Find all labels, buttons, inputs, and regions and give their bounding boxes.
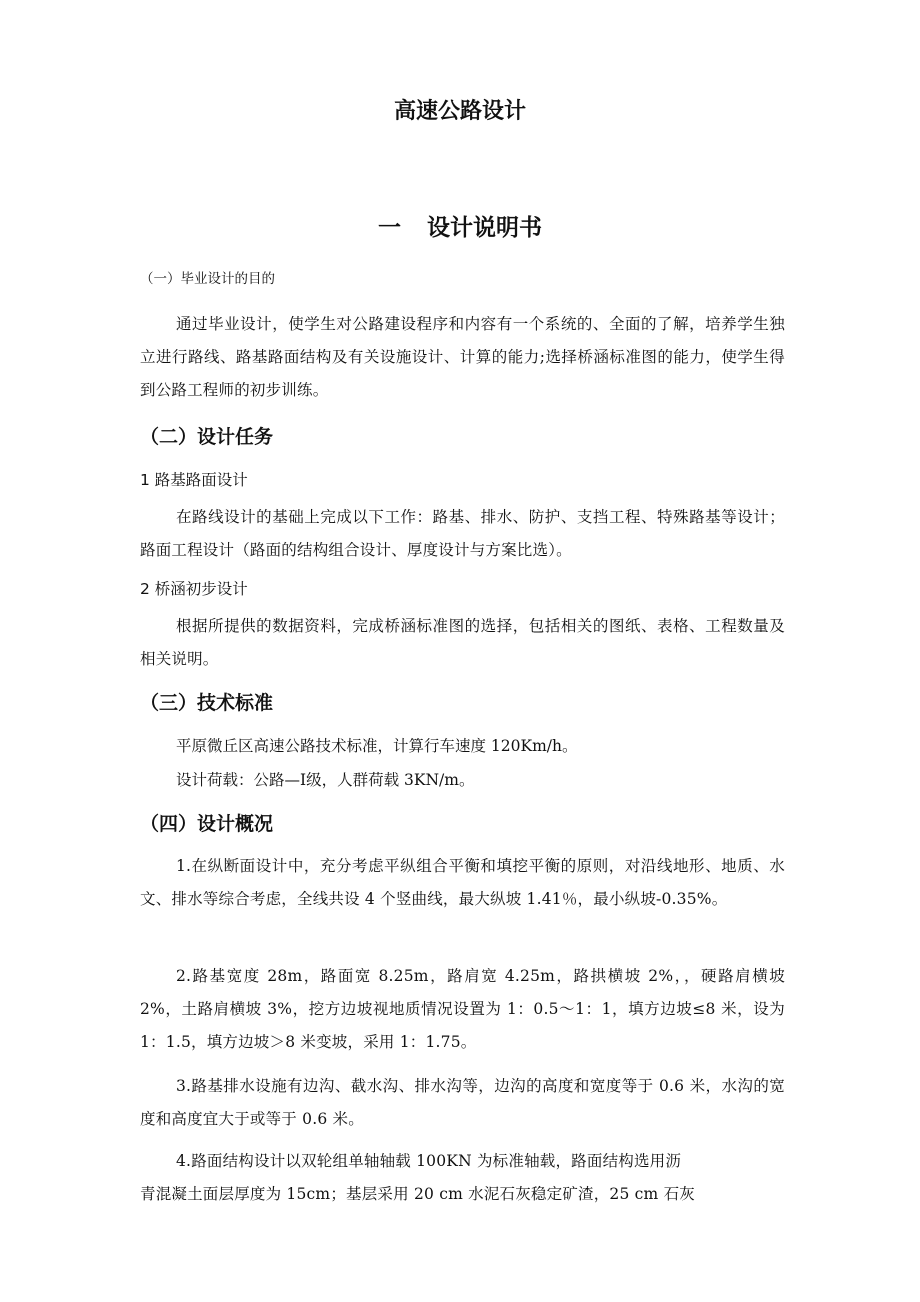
task-1-heading: 1 路基路面设计 <box>140 471 248 489</box>
task-1-paragraph: 在路线设计的基础上完成以下工作：路基、排水、防护、支挡工程、特殊路基等设计；路面工程设计（路面的结构组合设计、厚度设计与方案比选）。 <box>140 508 785 559</box>
chapter-title: 设计说明书 <box>427 215 542 241</box>
standards-load-line: 设计荷载：公路—Ⅰ级，人群荷载 3KN/m。 <box>176 771 475 789</box>
section-purpose-heading: （一）毕业设计的目的 <box>140 271 275 287</box>
chapter-heading <box>0 212 920 244</box>
standards-speed-line: 平原微丘区高速公路技术标准，计算行车速度 120Km/h。 <box>176 737 578 755</box>
section-purpose-paragraph: 通过毕业设计，使学生对公路建设程序和内容有一个系统的、全面的了解，培养学生独立进行路线、路基路面结构及有关设施设计、计算的能力;选择桥涵标准图的能力，使学生得到公路工程师的初步训练。 <box>140 315 785 399</box>
overview-paragraph-3: 3.路基排水设施有边沟、截水沟、排水沟等，边沟的高度和宽度等于 0.6 米，水沟的宽度和高度宜大于或等于 0.6 米。 <box>140 1077 785 1128</box>
overview-paragraph-2: 2.路基宽度 28m，路面宽 8.25m，路肩宽 4.25m，路拱横坡 2%，，硬路肩横坡 2%，土路肩横坡 3%，挖方边坡视地质情况设置为 1：0.5～1：1，填方边坡≤8 米，设为 1：1.5，填方边坡＞8 米变坡，采用 1：1.75。 <box>140 967 785 1051</box>
document-title: 高速公路设计 <box>393 99 526 124</box>
overview-paragraph-1: 1.在纵断面设计中，充分考虑平纵组合平衡和填挖平衡的原则，对沿线地形、地质、水文、排水等综合考虑，全线共设 4 个竖曲线，最大纵坡 1.41％，最小纵坡-0.35%。 <box>140 857 785 908</box>
section-overview-heading: （四）设计概况 <box>140 813 274 835</box>
task-2-heading: 2 桥涵初步设计 <box>140 580 248 598</box>
chapter-number: 一 <box>378 215 401 241</box>
section-tasks-heading: （二）设计任务 <box>140 426 274 448</box>
overview-paragraph-4 <box>140 1145 785 1211</box>
overview-paragraph-4-line-2: 青混凝土面层厚度为 15cm；基层采用 20 cm 水泥石灰稳定矿渣，25 cm 石灰 <box>140 1185 695 1203</box>
task-2-paragraph: 根据所提供的数据资料，完成桥涵标准图的选择，包括相关的图纸、表格、工程数量及相关说明。 <box>140 617 785 668</box>
overview-paragraph-4-line-1: 4.路面结构设计以双轮组单轴轴载 100KN 为标准轴载，路面结构选用沥 <box>176 1152 682 1170</box>
section-standards-heading: （三）技术标准 <box>140 692 274 714</box>
